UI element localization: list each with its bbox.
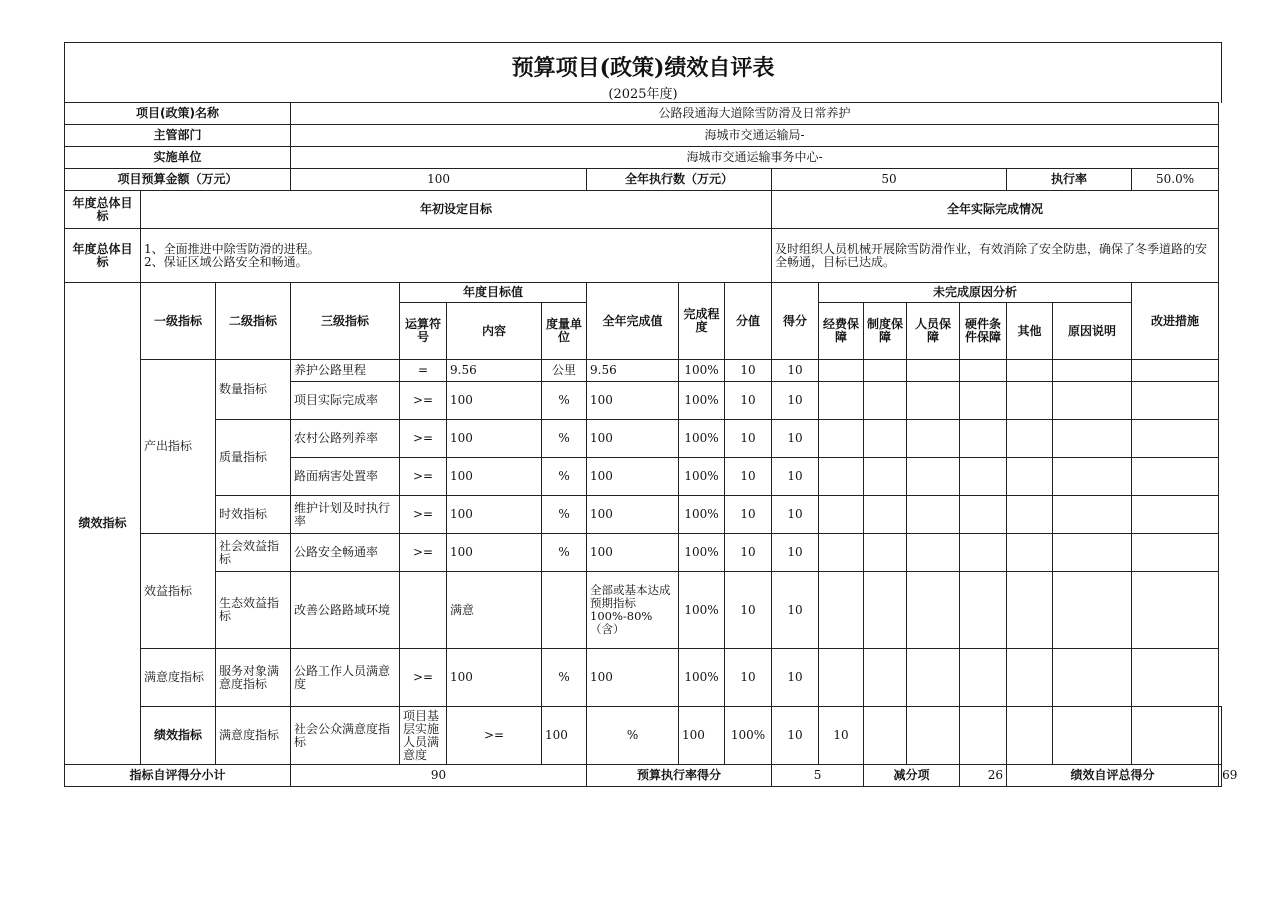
cell-unit: 公里 [542, 360, 587, 382]
cell-points: 10 [725, 382, 772, 420]
cell-blank [907, 458, 960, 496]
col-hardware: 硬件条件保障 [960, 303, 1007, 360]
cell-blank [1053, 382, 1132, 420]
cell-blank [1053, 534, 1132, 572]
cell-blank [1132, 458, 1219, 496]
budget-score-value: 5 [772, 765, 864, 787]
cell-points: 10 [725, 572, 772, 649]
cell-points: 10 [725, 360, 772, 382]
cell-op: >= [447, 707, 542, 765]
cell-blank [819, 534, 864, 572]
cell-blank [1007, 707, 1053, 765]
col-content: 内容 [447, 303, 542, 360]
cell-content: 满意 [447, 572, 542, 649]
cell-blank [1132, 649, 1219, 707]
cell-blank [907, 496, 960, 534]
cell-actual: 100 [679, 707, 725, 765]
initial-goal-text: 1、全面推进中除雪防滑的进程。 2、保证区域公路安全和畅通。 [141, 229, 772, 283]
cell-blank [1007, 382, 1053, 420]
cell-indicator: 项目基层实施人员满意度 [400, 707, 447, 765]
cell-blank [1053, 707, 1132, 765]
cell-blank [864, 649, 907, 707]
cell-blank [864, 534, 907, 572]
cell-actual: 100 [587, 420, 679, 458]
col-reason: 原因说明 [1053, 303, 1132, 360]
project-name-label: 项目(政策)名称 [65, 103, 291, 125]
goal-text-label: 年度总体目标 [65, 229, 141, 283]
cell-blank [1007, 360, 1053, 382]
cell-actual: 100 [587, 496, 679, 534]
cell-actual: 100 [587, 534, 679, 572]
cell-actual: 全部或基本达成预期指标100%-80%（含） [587, 572, 679, 649]
cell-indicator: 养护公路里程 [291, 360, 400, 382]
col-points: 分值 [725, 283, 772, 360]
cell-blank [960, 649, 1007, 707]
cell-blank [819, 420, 864, 458]
cell-blank [1007, 458, 1053, 496]
col-score: 得分 [772, 283, 819, 360]
cell-points: 10 [725, 496, 772, 534]
cell-blank [864, 420, 907, 458]
cell-indicator: 公路安全畅通率 [291, 534, 400, 572]
table-row [65, 534, 1222, 572]
group-service-sat: 服务对象满意度指标 [216, 649, 291, 707]
cell-blank [960, 496, 1007, 534]
deduct-label: 减分项 [864, 765, 960, 787]
cell-indicator: 公路工作人员满意度 [291, 649, 400, 707]
col-reason-group: 未完成原因分析 [819, 283, 1132, 303]
cell-completion: 100% [679, 496, 725, 534]
cell-content: 100 [447, 534, 542, 572]
cell-blank [960, 360, 1007, 382]
cell-unit: % [542, 458, 587, 496]
cell-indicator: 路面病害处置率 [291, 458, 400, 496]
cell-actual: 100 [587, 458, 679, 496]
cell-indicator: 维护计划及时执行率 [291, 496, 400, 534]
cell-content: 100 [542, 707, 587, 765]
table-row [65, 420, 1222, 458]
cell-content: 100 [447, 420, 542, 458]
cell-blank [907, 420, 960, 458]
cell-actual: 100 [587, 649, 679, 707]
col-system: 制度保障 [864, 303, 907, 360]
cell-unit: % [542, 420, 587, 458]
col-level2: 二级指标 [216, 283, 291, 360]
cell-blank [1132, 496, 1219, 534]
cell-blank [960, 534, 1007, 572]
total-label: 绩效自评总得分 [1007, 765, 1219, 787]
col-unit: 度量单位 [542, 303, 587, 360]
dept-value: 海城市交通运输局- [291, 125, 1219, 147]
cell-blank [1007, 572, 1053, 649]
group-output: 产出指标 [141, 360, 216, 534]
cell-points: 10 [725, 534, 772, 572]
cell-points: 10 [725, 458, 772, 496]
col-level1: 一级指标 [141, 283, 216, 360]
evaluation-table [64, 102, 1238, 787]
col-target-group: 年度目标值 [400, 283, 587, 303]
cell-content: 100 [447, 649, 542, 707]
total-value: 69 [1219, 765, 1222, 787]
table-row [65, 572, 1222, 649]
cell-score: 10 [772, 572, 819, 649]
cell-blank [960, 572, 1007, 649]
cell-content: 100 [447, 382, 542, 420]
cell-indicator: 农村公路列养率 [291, 420, 400, 458]
cell-op: >= [400, 458, 447, 496]
group-satisfaction-2: 满意度指标 [216, 707, 291, 765]
cell-unit: % [542, 382, 587, 420]
cell-completion: 100% [679, 360, 725, 382]
sheet-header [64, 42, 1222, 103]
cell-blank [1053, 458, 1132, 496]
cell-blank [864, 496, 907, 534]
unit-label: 实施单位 [65, 147, 291, 169]
cell-content: 100 [447, 496, 542, 534]
perf-label-2: 绩效指标 [141, 707, 216, 765]
cell-blank [864, 382, 907, 420]
sheet-title: 预算项目(政策)绩效自评表 [511, 55, 775, 81]
cell-blank [907, 534, 960, 572]
group-social: 社会效益指标 [216, 534, 291, 572]
cell-blank [1053, 649, 1132, 707]
cell-completion: 100% [679, 458, 725, 496]
cell-blank [819, 360, 864, 382]
cell-op: >= [400, 496, 447, 534]
cell-blank [819, 382, 864, 420]
cell-score: 10 [772, 496, 819, 534]
cell-completion: 100% [679, 649, 725, 707]
col-completion: 完成程度 [679, 283, 725, 360]
cell-score: 10 [819, 707, 864, 765]
cell-score: 10 [772, 458, 819, 496]
cell-blank [819, 572, 864, 649]
col-annual-value: 全年完成值 [587, 283, 679, 360]
actual-goal-label: 全年实际完成情况 [772, 191, 1219, 229]
cell-op: >= [400, 649, 447, 707]
cell-op [400, 572, 447, 649]
cell-blank [1007, 534, 1053, 572]
cell-blank [1132, 360, 1219, 382]
cell-blank [819, 458, 864, 496]
budget-value: 100 [291, 169, 587, 191]
cell-blank [864, 572, 907, 649]
cell-blank [1219, 707, 1222, 765]
cell-blank [907, 360, 960, 382]
cell-blank [1007, 649, 1053, 707]
cell-blank [864, 707, 907, 765]
table-row [65, 649, 1222, 707]
cell-score: 10 [772, 649, 819, 707]
evaluation-sheet [64, 42, 1238, 788]
cell-completion: 100% [679, 420, 725, 458]
cell-indicator: 项目实际完成率 [291, 382, 400, 420]
goal-label: 年度总体目标 [65, 191, 141, 229]
cell-actual: 9.56 [587, 360, 679, 382]
cell-blank [1053, 360, 1132, 382]
cell-blank [907, 649, 960, 707]
cell-unit: % [542, 534, 587, 572]
cell-blank [907, 382, 960, 420]
cell-op: = [400, 360, 447, 382]
budget-label: 项目预算金额（万元） [65, 169, 291, 191]
cell-op: >= [400, 382, 447, 420]
cell-unit: % [542, 496, 587, 534]
deduct-value: 26 [960, 765, 1007, 787]
cell-blank [1132, 572, 1219, 649]
cell-content: 9.56 [447, 360, 542, 382]
perf-label: 绩效指标 [65, 283, 141, 765]
initial-goal-label: 年初设定目标 [141, 191, 772, 229]
rate-value: 50.0% [1132, 169, 1219, 191]
cell-score: 10 [772, 382, 819, 420]
cell-blank [1132, 420, 1219, 458]
cell-completion: 100% [679, 572, 725, 649]
col-other: 其他 [1007, 303, 1053, 360]
cell-score: 10 [772, 420, 819, 458]
cell-unit: % [542, 649, 587, 707]
cell-blank [907, 707, 960, 765]
col-funding: 经费保障 [819, 303, 864, 360]
cell-score: 10 [772, 360, 819, 382]
cell-unit: % [587, 707, 679, 765]
cell-completion: 100% [679, 534, 725, 572]
cell-blank [960, 420, 1007, 458]
cell-blank [907, 572, 960, 649]
group-satisfaction: 满意度指标 [141, 649, 216, 707]
table-row [65, 496, 1222, 534]
col-operator: 运算符号 [400, 303, 447, 360]
cell-score: 10 [772, 534, 819, 572]
exec-label: 全年执行数（万元） [587, 169, 772, 191]
cell-blank [960, 458, 1007, 496]
cell-blank [1132, 707, 1219, 765]
cell-content: 100 [447, 458, 542, 496]
group-timeliness: 时效指标 [216, 496, 291, 534]
table-row [65, 707, 1222, 765]
cell-blank [960, 382, 1007, 420]
cell-points: 10 [725, 649, 772, 707]
cell-blank [1007, 496, 1053, 534]
cell-blank [1053, 572, 1132, 649]
group-quality: 质量指标 [216, 420, 291, 496]
cell-actual: 100 [587, 382, 679, 420]
dept-label: 主管部门 [65, 125, 291, 147]
group-quantity: 数量指标 [216, 360, 291, 420]
cell-blank [864, 360, 907, 382]
table-row [65, 360, 1222, 382]
cell-op: >= [400, 534, 447, 572]
cell-points: 10 [772, 707, 819, 765]
cell-completion: 100% [679, 382, 725, 420]
cell-blank [1053, 496, 1132, 534]
cell-blank [819, 649, 864, 707]
cell-completion: 100% [725, 707, 772, 765]
col-improve: 改进措施 [1132, 283, 1219, 360]
sheet-year: (2025年度) [608, 87, 678, 102]
project-name-value: 公路段通海大道除雪防滑及日常养护 [291, 103, 1219, 125]
cell-points: 10 [725, 420, 772, 458]
cell-indicator: 改善公路路域环境 [291, 572, 400, 649]
cell-blank [1007, 420, 1053, 458]
subtotal-value: 90 [291, 765, 587, 787]
group-benefit: 效益指标 [141, 534, 216, 649]
group-public-sat: 社会公众满意度指标 [291, 707, 400, 765]
col-staffing: 人员保障 [907, 303, 960, 360]
cell-blank [819, 496, 864, 534]
cell-unit [542, 572, 587, 649]
cell-blank [864, 458, 907, 496]
budget-score-label: 预算执行率得分 [587, 765, 772, 787]
cell-op: >= [400, 420, 447, 458]
cell-blank [1132, 534, 1219, 572]
cell-blank [1132, 382, 1219, 420]
cell-blank [1053, 420, 1132, 458]
group-eco: 生态效益指标 [216, 572, 291, 649]
col-level3: 三级指标 [291, 283, 400, 360]
rate-label: 执行率 [1007, 169, 1132, 191]
subtotal-label: 指标自评得分小计 [65, 765, 291, 787]
exec-value: 50 [772, 169, 1007, 191]
actual-goal-text: 及时组织人员机械开展除雪防滑作业，有效消除了安全防患，确保了冬季道路的安全畅通，目标已达成。 [772, 229, 1219, 283]
unit-value: 海城市交通运输事务中心- [291, 147, 1219, 169]
cell-blank [960, 707, 1007, 765]
